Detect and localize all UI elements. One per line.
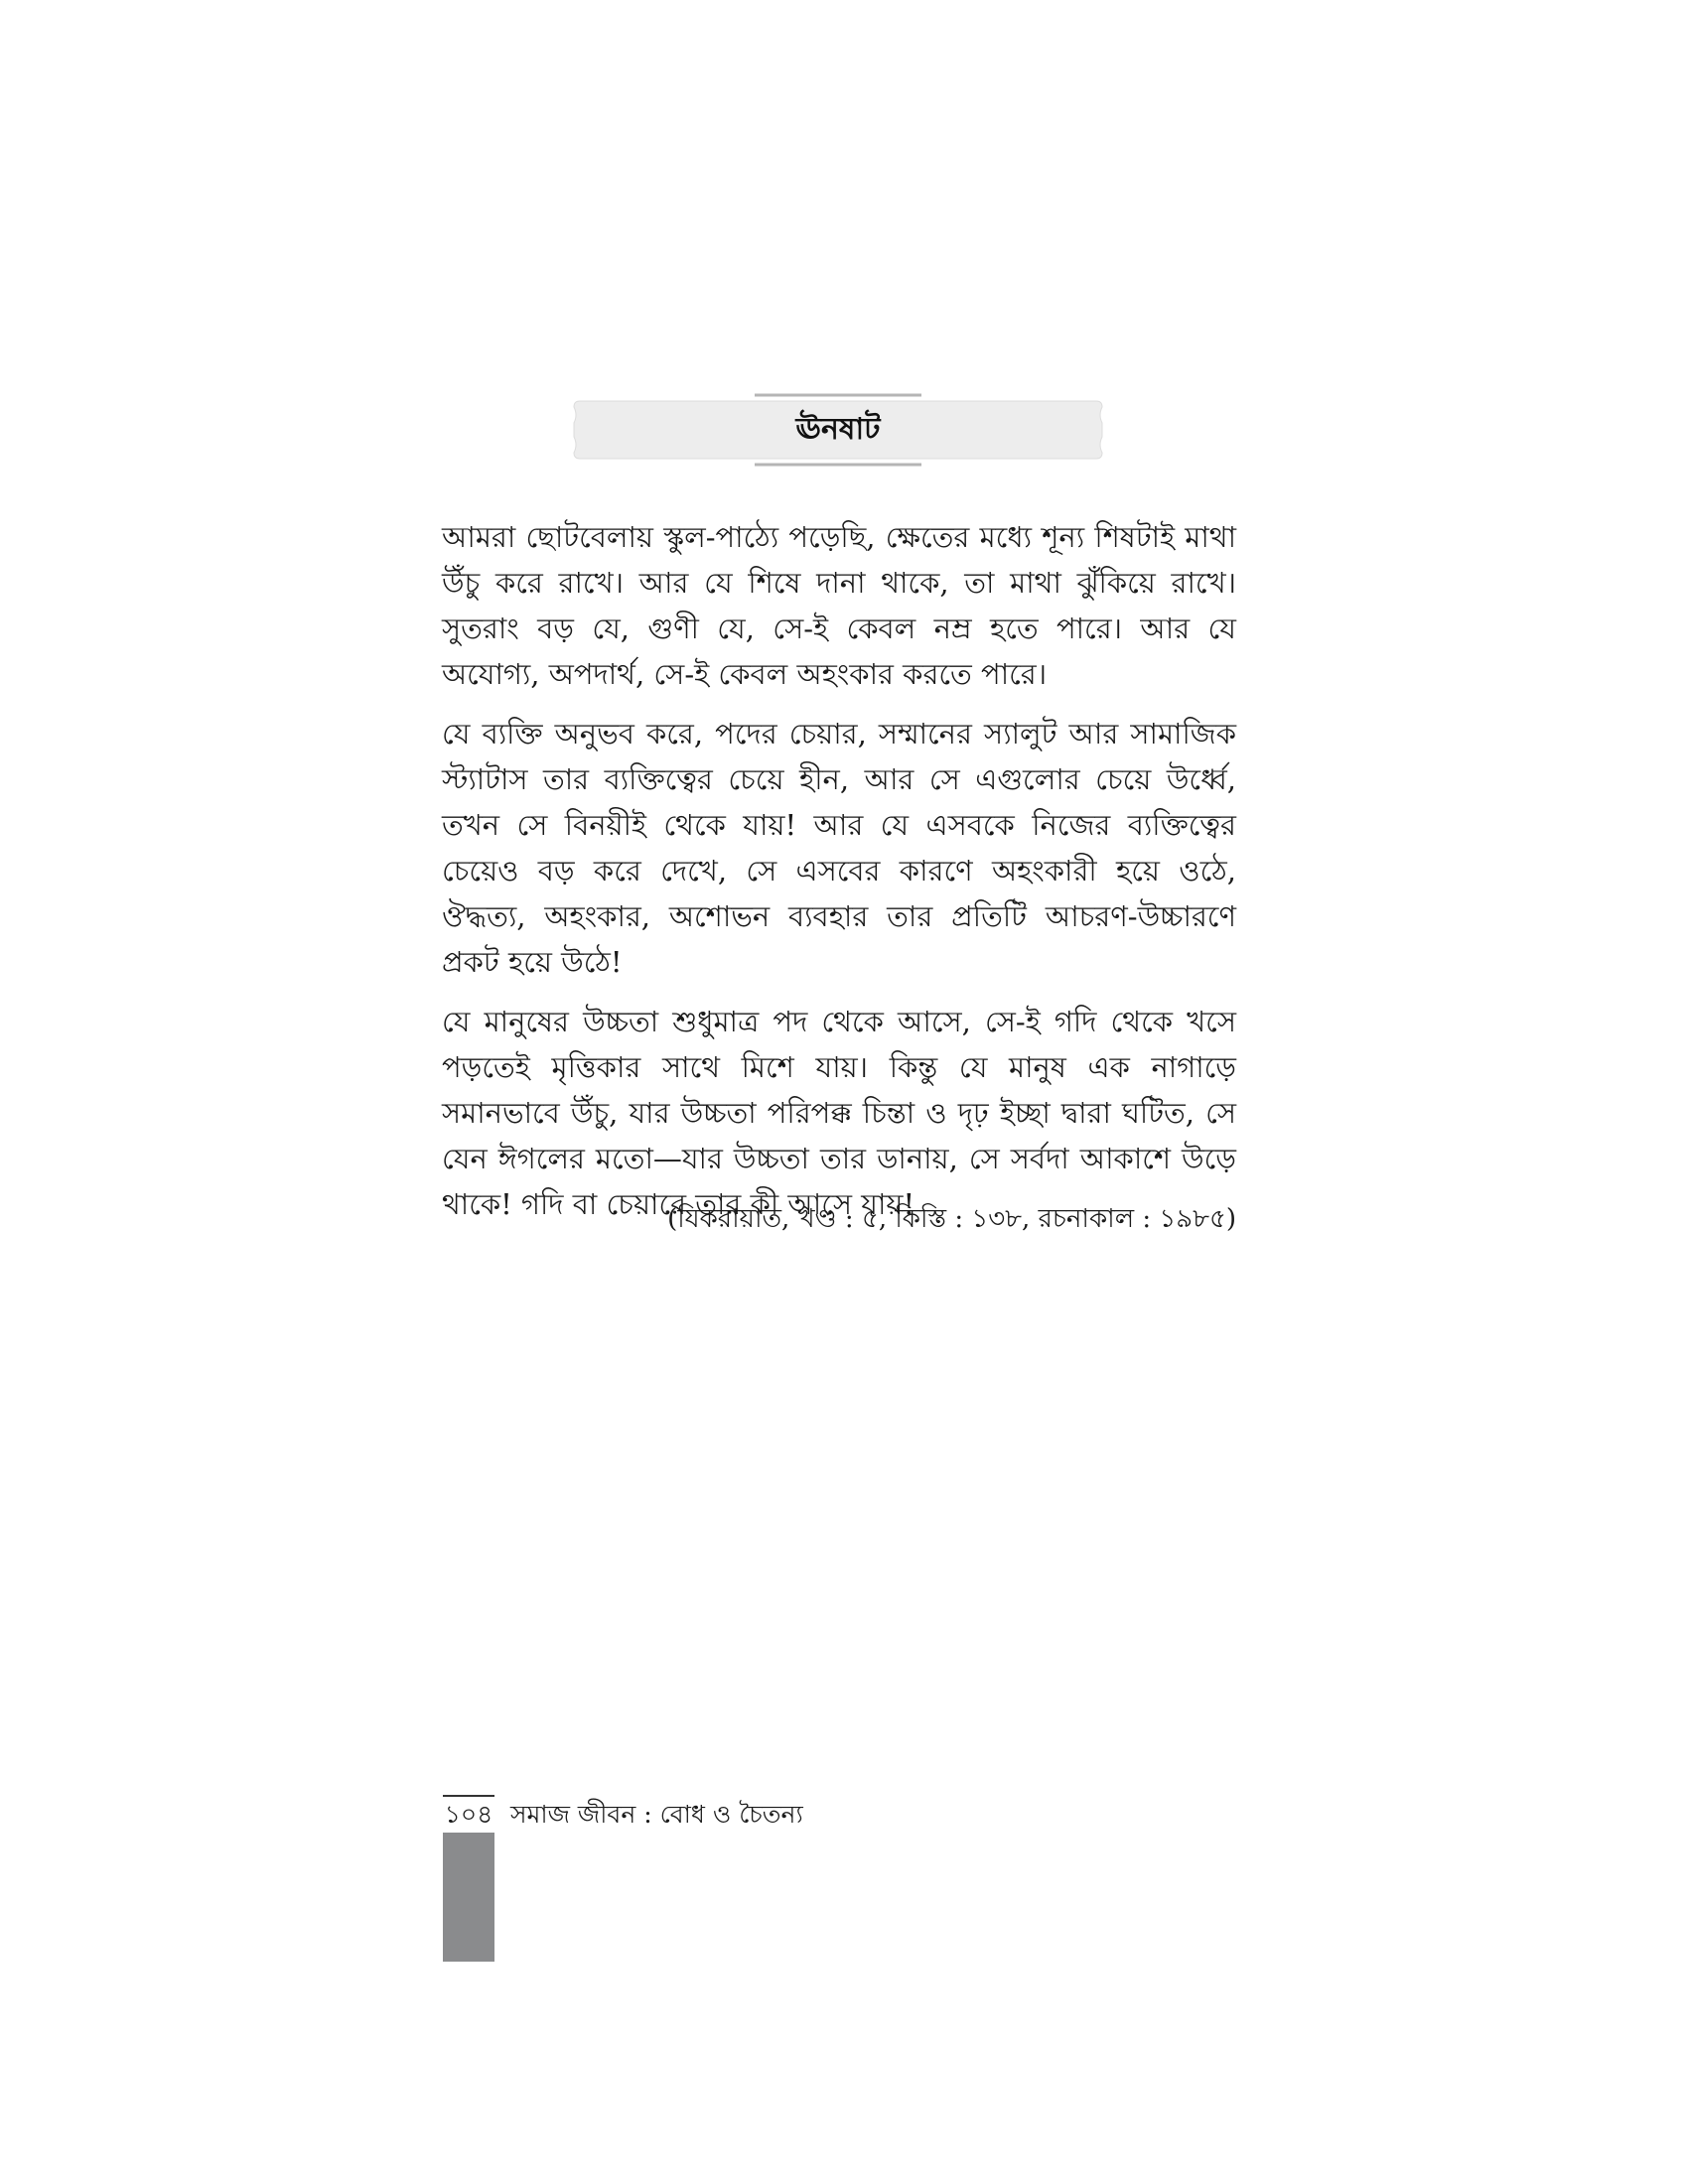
chapter-heading <box>566 393 1110 467</box>
paragraph-3: যে মানুষের উচ্চতা শুধুমাত্র পদ থেকে আসে, সে-ই গদি থেকে খসে পড়তেই মৃত্তিকার সাথে মিশে যায়। কিন্তু যে মানুষ এক নাগাড়ে সমানভাবে উঁচু, যার উচ্চতা পরিপক্ক চিন্তা ও দৃঢ় ইচ্ছা দ্বারা ঘটিত, সে যেন ঈগলের মতো—যার উচ্চতা তার ডানায়, সে সর্বদা আকাশে উড়ে থাকে! গদি বা চেয়ারে তার কী আসে যায়! <box>442 1005 1236 1221</box>
body-text <box>442 514 1236 1241</box>
source-citation: (যিকরায়াত, খণ্ড : ৫, কিস্তি : ১৩৮, রচনাকাল : ১৯৮৫) <box>667 1204 1236 1234</box>
running-title: সমাজ জীবন : বোধ ও চৈতন্য <box>509 1800 803 1829</box>
page-footer <box>443 1795 803 1831</box>
paragraph-1: আমরা ছোটবেলায় স্কুল-পাঠ্যে পড়েছি, ক্ষেতের মধ্যে শূন্য শিষটাই মাথা উঁচু করে রাখে। আর যে শিষে দানা থাকে, তা মাথা ঝুঁকিয়ে রাখে। সুতরাং বড় যে, গুণী যে, সে-ই কেবল নম্র হতে পারে। আর যে অযোগ্য, অপদার্থ, সে-ই কেবল অহংকার করতে পারে। <box>442 520 1236 691</box>
paragraph-2: যে ব্যক্তি অনুভব করে, পদের চেয়ার, সম্মানের স্যালুট আর সামাজিক স্ট্যাটাস তার ব্যক্তিত্বের চেয়ে হীন, আর সে এগুলোর চেয়ে উর্ধ্বে, তখন সে বিনয়ীই থেকে যায়! আর যে এসবকে নিজের ব্যক্তিত্বের চেয়েও বড় করে দেখে, সে এসবের কারণে অহংকারী হয়ে ওঠে, ঔদ্ধত্য, অহংকার, অশোভন ব্যবহার তার প্রতিটি আচরণ-উচ্চারণে প্রকট হয়ে উঠে! <box>442 717 1236 979</box>
side-tab-decoration <box>443 1833 494 1962</box>
chapter-title: ঊনষাট <box>795 412 881 447</box>
page-number: ১০৪ <box>443 1795 494 1833</box>
